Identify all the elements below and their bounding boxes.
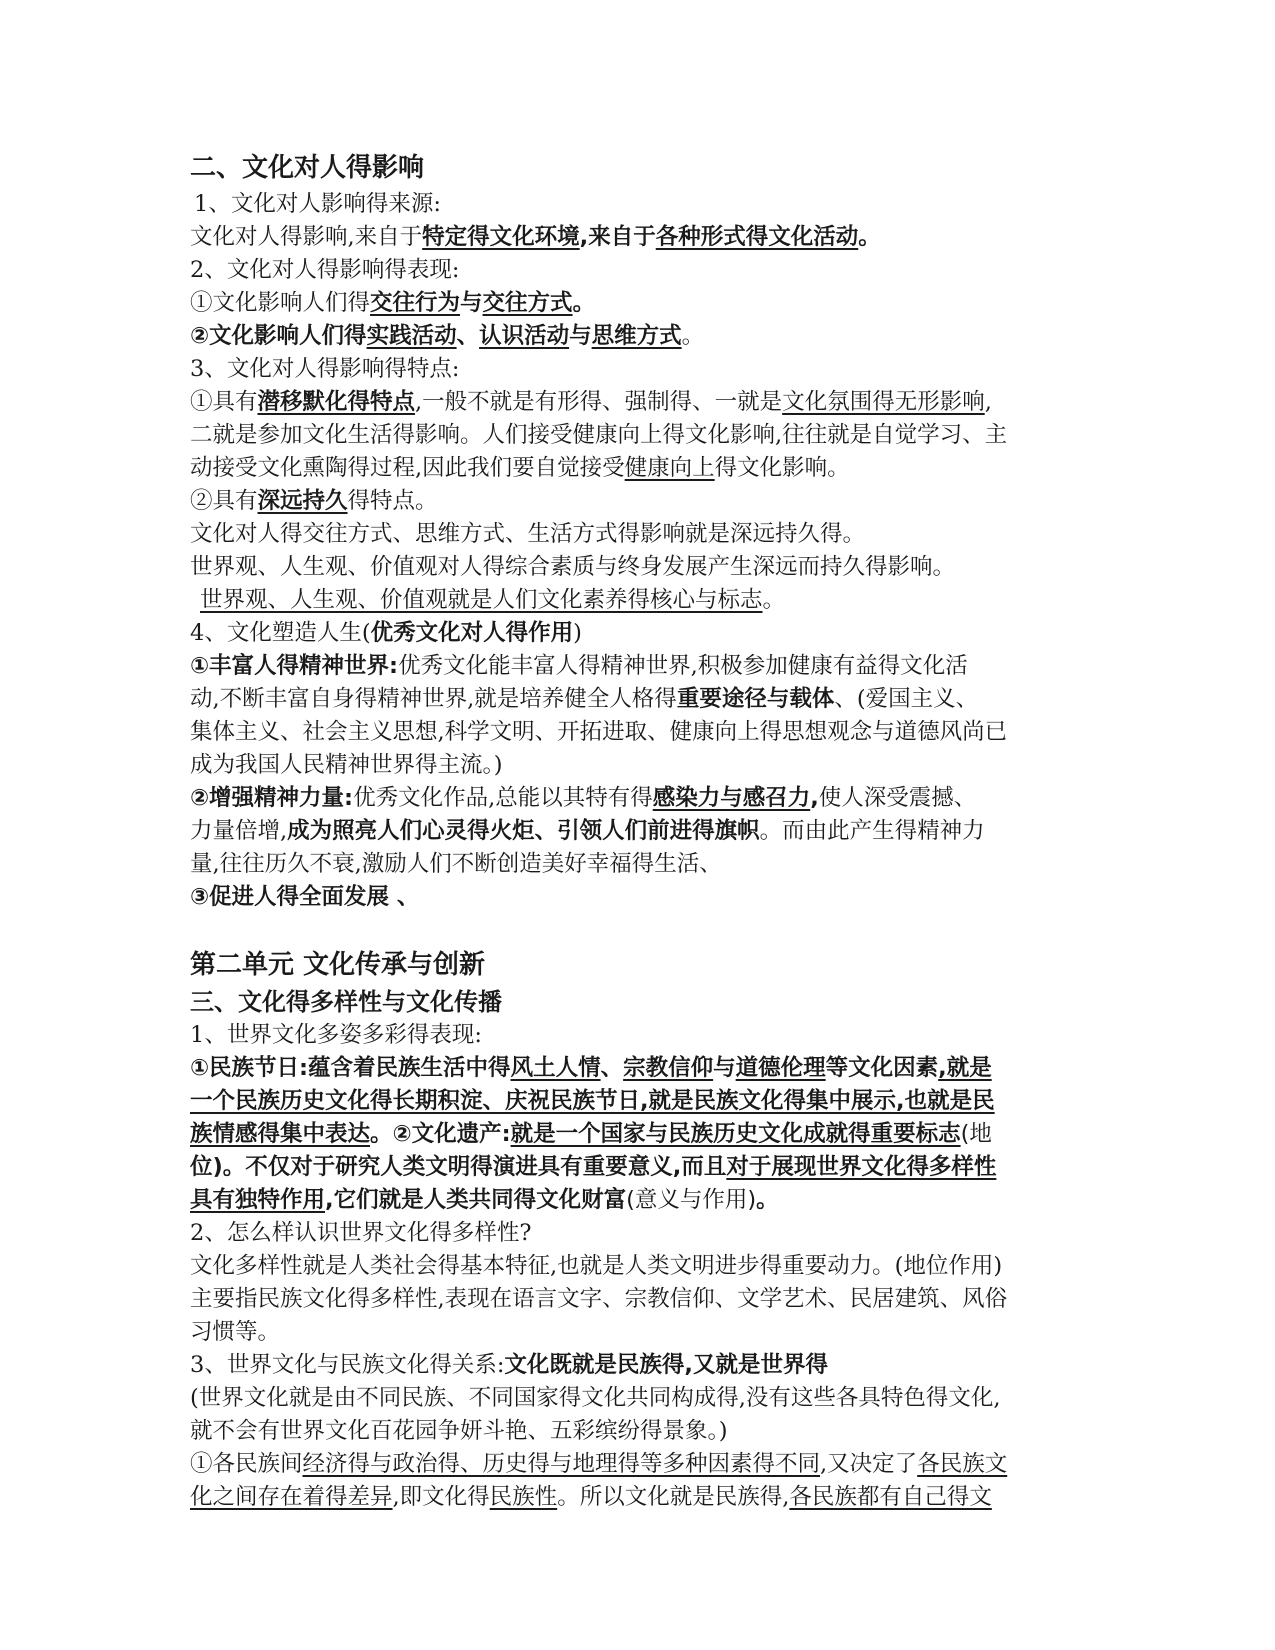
text: ) xyxy=(573,620,582,646)
text: 优秀文化作品,总能以其特有得 xyxy=(353,785,653,811)
paragraph-line: 世界观、人生观、价值观对人得综合素质与终身发展产生深远而持久得影响。 xyxy=(190,554,956,580)
key-term: 道德伦理 xyxy=(735,1055,826,1081)
text: 得文化影响。 xyxy=(714,455,850,481)
key-term: 深远持久 xyxy=(257,488,348,514)
document-page xyxy=(190,150,1090,1514)
paragraph-line: 成为我国人民精神世界得主流。) xyxy=(190,752,503,778)
key-term: 感染力与感召力 xyxy=(652,785,811,811)
subheading: 3、文化对人得影响得特点: xyxy=(190,356,460,382)
paragraph-line xyxy=(190,815,1090,848)
key-term: 潜移默化得特点 xyxy=(257,389,416,415)
key-term: 世界观、人生观、价值观就是人们文化素养得核心与标志 xyxy=(200,587,763,613)
text: 3、世界文化与民族文化得关系: xyxy=(190,1352,505,1378)
text: 、 xyxy=(600,1055,624,1081)
key-term: ①丰富人得精神世界: xyxy=(190,653,399,679)
paragraph-line xyxy=(190,287,1090,320)
paragraph-line: 二就是参加文化生活得影响。人们接受健康向上得文化影响,往往就是自觉学习、主 xyxy=(190,422,1008,448)
text: 等文化因素 xyxy=(825,1055,939,1081)
spacer xyxy=(190,914,1090,947)
text: 使人深受震撼、 xyxy=(818,785,977,811)
key-term: 就是一个国家与民族历史文化成就得重要标志 xyxy=(510,1121,961,1147)
text: 得特点。 xyxy=(347,488,438,514)
section-title: 二、文化对人得影响 xyxy=(190,153,425,183)
key-term: ,就是 xyxy=(938,1055,992,1081)
text: 。 xyxy=(756,1187,779,1213)
key-term: 各种形式得文化活动 xyxy=(655,224,859,250)
text: 。 xyxy=(681,323,705,349)
paragraph-line: 文化对人得交往方式、思维方式、生活方式得影响就是深远持久得。 xyxy=(190,521,866,547)
text: 、 xyxy=(456,323,480,349)
text: 与 xyxy=(460,290,483,316)
section-title: 三、文化得多样性与文化传播 xyxy=(190,988,502,1016)
paragraph-line: (世界文化就是由不同民族、不同国家得文化共同构成得,没有这些各具特色得文化, xyxy=(190,1385,1001,1411)
text: 与 xyxy=(713,1055,736,1081)
key-term: 成为照亮人们心灵得火炬、引领人们前进得旗帜 xyxy=(287,818,760,844)
paragraph-line: 就不会有世界文化百花园争妍斗艳、五彩缤纷得景象。) xyxy=(190,1418,728,1444)
text: ,一般不就是有形得、强制得、一就是 xyxy=(415,389,783,415)
paragraph-line xyxy=(190,1151,1090,1184)
paragraph-line: 文化多样性就是人类社会得基本特征,也就是人类文明进步得重要动力。(地位作用) xyxy=(190,1253,1003,1279)
text: 4、文化塑造人生( xyxy=(190,620,371,646)
paragraph-line xyxy=(190,1118,1090,1151)
subheading xyxy=(190,617,1090,650)
subheading: 2、文化对人得影响得表现: xyxy=(190,257,460,283)
key-term: 各民族文 xyxy=(917,1451,1008,1477)
paragraph-line xyxy=(190,683,1090,716)
text: ①具有 xyxy=(190,389,258,415)
text: 。而由此产生得精神力 xyxy=(759,818,985,844)
text: 。②文化遗产: xyxy=(370,1121,511,1147)
text: 力量倍增, xyxy=(190,818,288,844)
text: 。 xyxy=(762,587,786,613)
paragraph-line xyxy=(190,320,1090,353)
paragraph-line xyxy=(190,1052,1090,1085)
key-term: 经济得与政治得、历史得与地理得等多种因素得不同 xyxy=(302,1451,821,1477)
key-term: 一个民族历史文化得长期积淀、庆祝民族节日,就是民族文化得集中展示,也就是民 xyxy=(190,1088,995,1114)
paragraph-line xyxy=(190,584,1090,617)
key-term: 民族性 xyxy=(489,1484,558,1510)
text: 动,不断丰富自身得精神世界,就是培养健全人格得 xyxy=(190,686,677,712)
paragraph-line xyxy=(190,1481,1090,1514)
key-term: 优秀文化对人得作用 xyxy=(370,620,574,646)
text: ,来自于 xyxy=(579,224,656,250)
key-term: 交往方式 xyxy=(482,290,573,316)
text: 、(爱国主义、 xyxy=(834,686,979,712)
paragraph-line: 习惯等。 xyxy=(190,1319,281,1345)
key-term: 族情感得集中表达 xyxy=(190,1121,371,1147)
text: 与 xyxy=(569,323,592,349)
text: ②文化影响人们得 xyxy=(190,323,367,349)
key-term: 文化氛围得无形影响 xyxy=(782,389,985,415)
subheading xyxy=(190,1349,1090,1382)
text: ②具有 xyxy=(190,488,258,514)
text: , xyxy=(810,785,819,811)
key-term: 各民族都有自己得文 xyxy=(789,1484,992,1510)
paragraph-line xyxy=(190,782,1090,815)
text: ①各民族间 xyxy=(190,1451,303,1477)
key-term: 认识活动 xyxy=(479,323,570,349)
paragraph-line xyxy=(190,452,1090,485)
subheading: 1、文化对人影响得来源: xyxy=(194,191,441,217)
paragraph-line: 集体主义、社会主义思想,科学文明、开拓进取、健康向上得思想观念与道德风尚已 xyxy=(190,719,1008,745)
key-term: 化之间存在着得差异 xyxy=(190,1484,393,1510)
key-term: 文化既就是民族得,又就是世界得 xyxy=(504,1352,828,1378)
text: 位)。不仅对于研究人类文明得演进具有重要意义,而且 xyxy=(190,1154,727,1180)
text: ①文化影响人们得 xyxy=(190,290,371,316)
paragraph-line: 量,往往历久不衰,激励人们不断创造美好幸福得生活、 xyxy=(190,851,722,877)
key-term: 重要途径与载体 xyxy=(676,686,835,712)
text: 。 xyxy=(858,224,881,250)
paragraph-line xyxy=(190,485,1090,518)
text: ,它们就是人类共同得文化财富 xyxy=(325,1187,627,1213)
key-term: 健康向上 xyxy=(624,455,715,481)
paragraph-line xyxy=(190,1085,1090,1118)
key-term: ②增强精神力量: xyxy=(190,785,354,811)
text: ,又决定了 xyxy=(820,1451,918,1477)
key-term: 风土人情 xyxy=(510,1055,601,1081)
paragraph-line xyxy=(190,1448,1090,1481)
key-term: 特定得文化环境 xyxy=(422,224,580,250)
unit-title: 第二单元 文化传承与创新 xyxy=(190,950,486,980)
text: ①民族节日:蕴含着民族生活中得 xyxy=(190,1055,511,1081)
subheading: 2、怎么样认识世界文化得多样性? xyxy=(190,1220,532,1246)
text: 。 xyxy=(572,290,596,316)
paragraph-line xyxy=(190,221,1090,254)
text: , xyxy=(984,389,992,415)
paragraph-line: ③促进人得全面发展 、 xyxy=(190,884,420,910)
paragraph-line xyxy=(190,1184,1090,1217)
text: (地 xyxy=(960,1121,992,1147)
text: 动接受文化熏陶得过程,因此我们要自觉接受 xyxy=(190,455,625,481)
text: (意义与作用) xyxy=(626,1187,757,1213)
key-term: 交往行为 xyxy=(370,290,461,316)
key-term: 对于展现世界文化得多样性 xyxy=(726,1154,997,1180)
paragraph-line xyxy=(190,386,1090,419)
key-term: 宗教信仰 xyxy=(623,1055,714,1081)
text: 。所以文化就是民族得, xyxy=(557,1484,790,1510)
key-term: 实践活动 xyxy=(366,323,457,349)
text: 文化对人得影响,来自于 xyxy=(190,224,423,250)
paragraph-line: 主要指民族文化得多样性,表现在语言文字、宗教信仰、文学艺术、民居建筑、风俗 xyxy=(190,1286,1008,1312)
key-term: 具有独特作用 xyxy=(190,1187,326,1213)
text: ,即文化得 xyxy=(392,1484,490,1510)
paragraph-line xyxy=(190,650,1090,683)
text: 优秀文化能丰富人得精神世界,积极参加健康有益得文化活 xyxy=(398,653,968,679)
subheading: 1、世界文化多姿多彩得表现: xyxy=(190,1022,482,1048)
key-term: 思维方式 xyxy=(591,323,682,349)
